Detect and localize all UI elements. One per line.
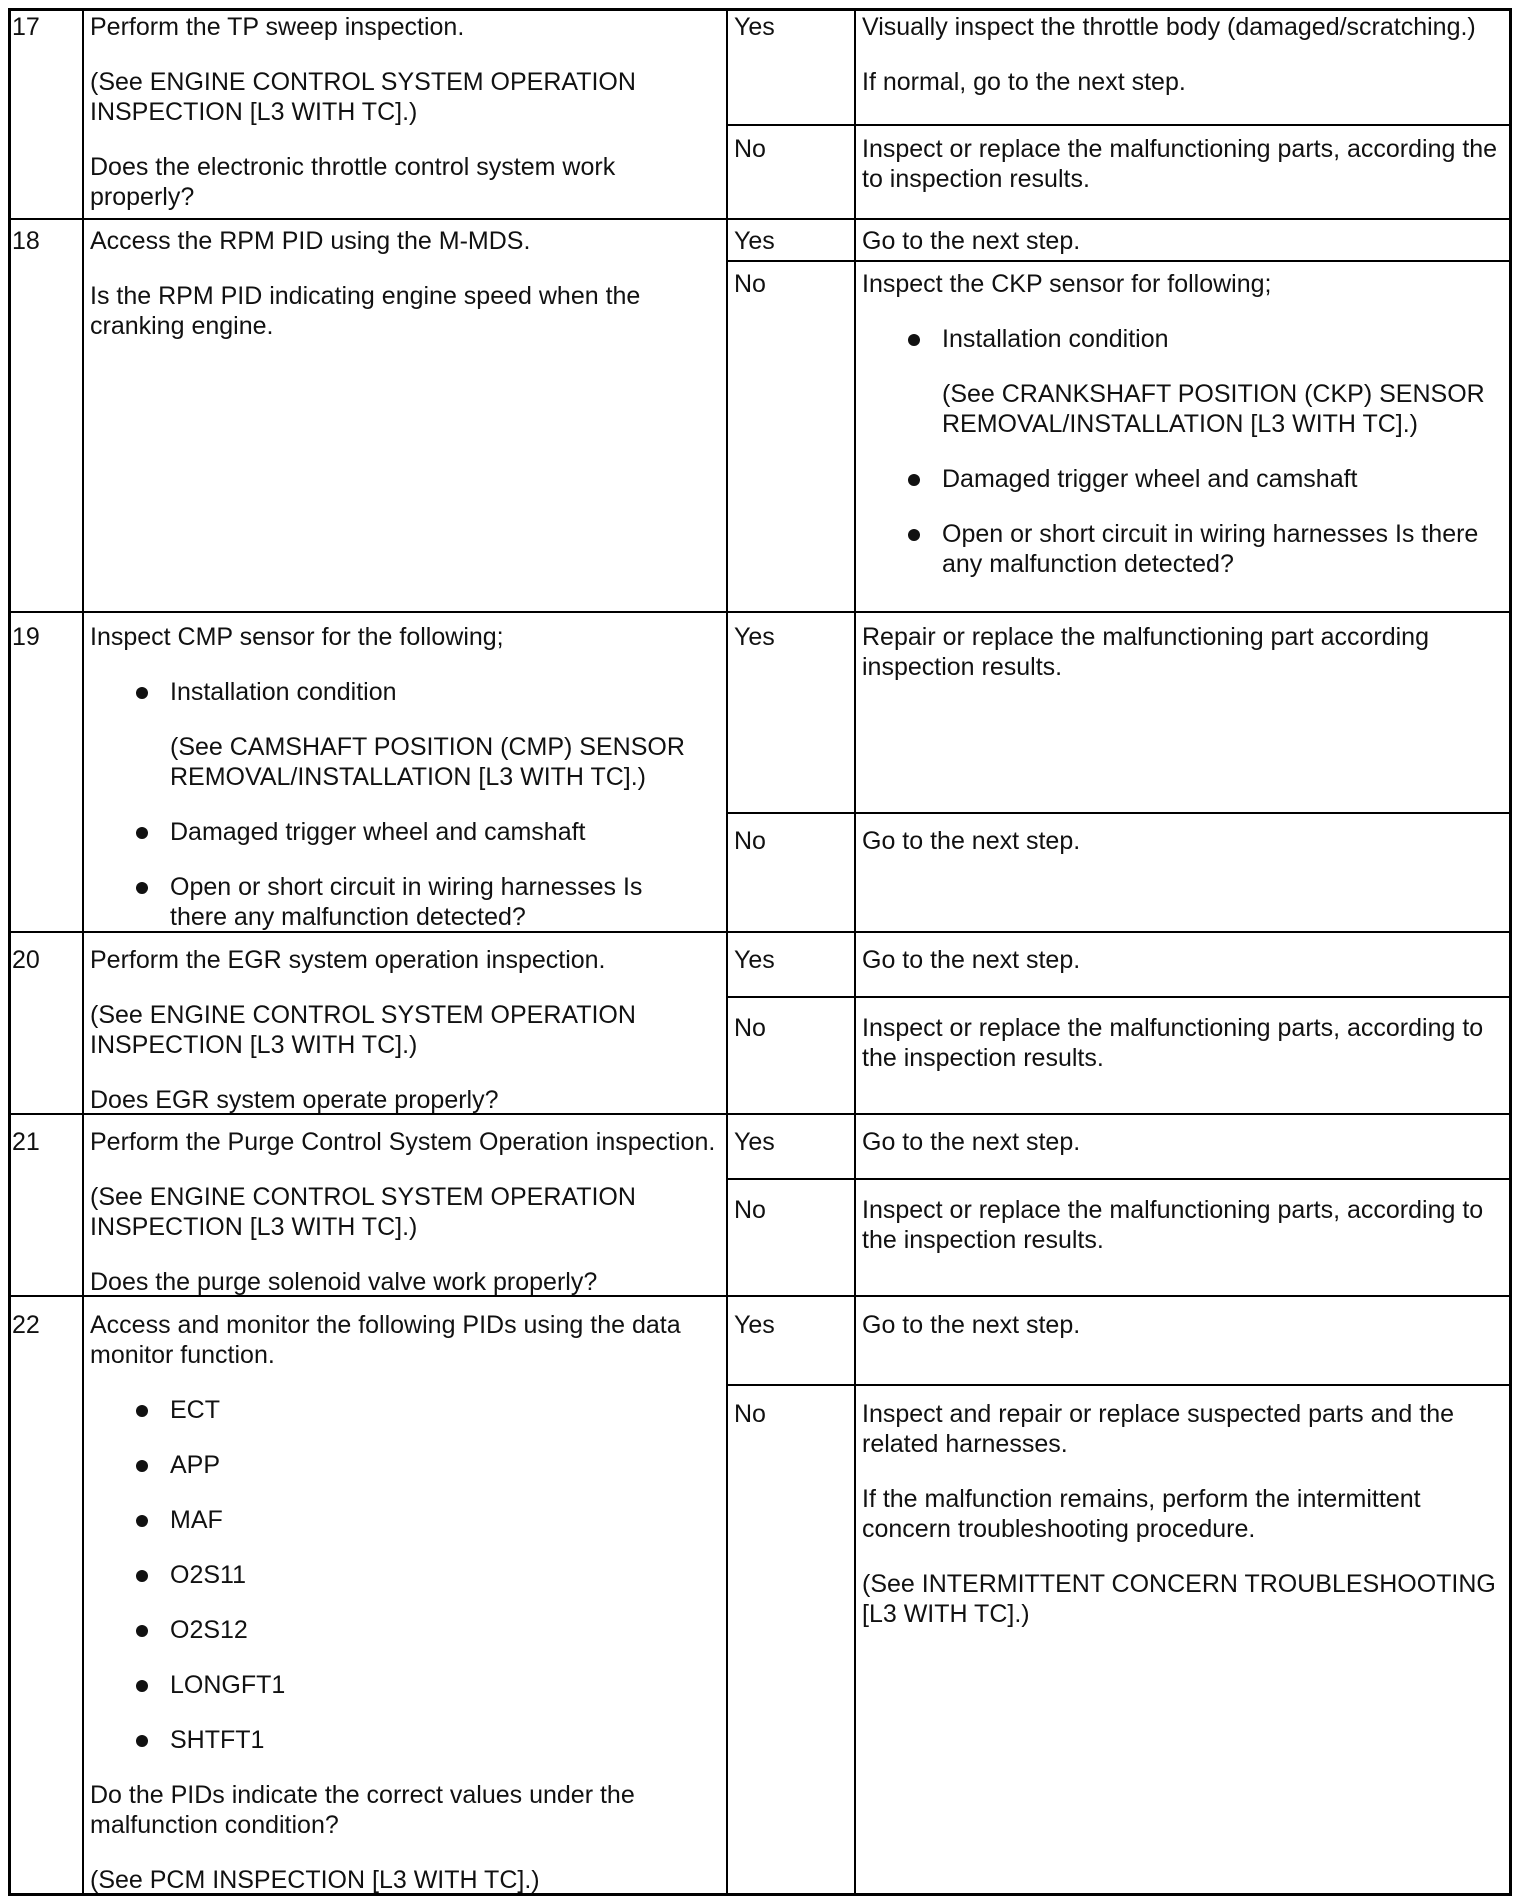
yes-result: Visually inspect the throttle body (damaged/scratching.) If normal, go to the next step. (862, 13, 1476, 96)
no-label: No (734, 827, 766, 855)
list-item: Installation condition (See CAMSHAFT POSITION (CMP) SENSOR REMOVAL/INSTALLATION [L3 WITH TC].) (90, 677, 686, 792)
no-label: No (734, 1400, 766, 1428)
step-action: Access and monitor the following PIDs using the data monitor function. ECT APP MAF O2S11 O2S12 LONGFT1 SHTFT1 Do the PIDs indicate the correct values under the malfunction condition? (See PCM INSPECTION [L3 WITH TC].) (84, 1310, 726, 1895)
row-divider (8, 611, 1512, 613)
no-result: Go to the next step. (862, 827, 1081, 855)
step-action: Perform the TP sweep inspection. (See ENGINE CONTROL SYSTEM OPERATION INSPECTION [L3 WITH TC].) Does the electronic throttle control system work properly? (90, 13, 636, 211)
yes-label: Yes (734, 1311, 775, 1339)
bullet-icon (908, 529, 920, 541)
no-result: Inspect the CKP sensor for following; Installation condition (See CRANKSHAFT POSITION (CKP) SENSOR REMOVAL/INSTALLATION [L3 WITH TC].) Damaged trigger wheel and camshaft Open or short circuit in wiring harnesses Is there any malfunction detected? (856, 269, 1512, 579)
bullet-icon (908, 334, 920, 346)
yes-no-divider (726, 1178, 1512, 1180)
bullet-icon (136, 1515, 148, 1527)
list-item: Installation condition (See CRANKSHAFT POSITION (CKP) SENSOR REMOVAL/INSTALLATION [L3 WITH TC].) (862, 324, 1492, 439)
step-action: Perform the EGR system operation inspection. (See ENGINE CONTROL SYSTEM OPERATION INSPECTION [L3 WITH TC].) Does EGR system operate properly? (90, 946, 636, 1114)
no-result: Inspect or replace the malfunctioning parts, according the to inspection results. (862, 135, 1498, 193)
row-divider (8, 218, 1512, 220)
list-item: ECT (90, 1395, 706, 1425)
no-result: Inspect or replace the malfunctioning parts, according to the inspection results. (862, 1196, 1484, 1254)
list-item: Open or short circuit in wiring harnesses Is there any malfunction detected? (90, 872, 686, 932)
bullet-icon (908, 474, 920, 486)
no-label: No (734, 270, 766, 298)
bullet-icon (136, 1625, 148, 1637)
yes-label: Yes (734, 13, 775, 41)
yes-no-divider (726, 124, 1512, 126)
yes-result: Repair or replace the malfunctioning part according inspection results. (862, 623, 1429, 681)
bullet-icon (136, 827, 148, 839)
bullet-icon (136, 1405, 148, 1417)
yes-result: Go to the next step. (862, 946, 1081, 974)
no-result: Inspect and repair or replace suspected parts and the related harnesses. If the malfunction remains, perform the intermittent concern troubleshooting procedure. (See INTERMITTENT CONCERN TROUBLESHOOTING [L3 WITH TC].) (862, 1400, 1496, 1628)
step-number: 17 (12, 13, 40, 41)
list-item: Damaged trigger wheel and camshaft (90, 817, 686, 847)
no-label: No (734, 135, 766, 163)
yes-result: Go to the next step. (862, 1311, 1081, 1339)
step-number: 20 (12, 946, 40, 974)
step-number: 21 (12, 1128, 40, 1156)
list-item: Open or short circuit in wiring harnesses Is there any malfunction detected? (862, 519, 1492, 579)
bullet-icon (136, 1460, 148, 1472)
bullet-icon (136, 1680, 148, 1692)
step-action: Perform the Purge Control System Operation inspection. (See ENGINE CONTROL SYSTEM OPERATION INSPECTION [L3 WITH TC].) Does the purge solenoid valve work properly? (90, 1128, 716, 1296)
list-item: Damaged trigger wheel and camshaft (862, 464, 1492, 494)
step-number: 19 (12, 623, 40, 651)
no-result: Inspect or replace the malfunctioning parts, according to the inspection results. (862, 1014, 1484, 1072)
troubleshooting-table (8, 8, 1512, 1896)
no-label: No (734, 1196, 766, 1224)
bullet-icon (136, 1735, 148, 1747)
yes-no-divider (726, 1384, 1512, 1386)
yes-no-divider (726, 812, 1512, 814)
bullet-icon (136, 687, 148, 699)
step-number: 22 (12, 1311, 40, 1339)
no-label: No (734, 1014, 766, 1042)
yes-result: Go to the next step. (862, 1128, 1081, 1156)
yes-label: Yes (734, 1128, 775, 1156)
list-item: O2S12 (90, 1615, 706, 1645)
yes-result: Go to the next step. (862, 227, 1081, 255)
list-item: O2S11 (90, 1560, 706, 1590)
yes-label: Yes (734, 623, 775, 651)
list-item: MAF (90, 1505, 706, 1535)
list-item: LONGFT1 (90, 1670, 706, 1700)
yes-no-divider (726, 260, 1512, 262)
step-action: Inspect CMP sensor for the following; Installation condition (See CAMSHAFT POSITION (CMP) SENSOR REMOVAL/INSTALLATION [L3 WITH TC].) Damaged trigger wheel and camshaft Open or short circuit in wiring harnesses Is there any malfunction detected? (90, 623, 685, 931)
list-item: APP (90, 1450, 706, 1480)
yes-label: Yes (734, 946, 775, 974)
step-number: 18 (12, 227, 40, 255)
list-item: SHTFT1 (90, 1725, 706, 1755)
step-action: Access the RPM PID using the M-MDS. Is the RPM PID indicating engine speed when the cranking engine. (90, 227, 641, 340)
bullet-icon (136, 1570, 148, 1582)
yes-no-divider (726, 996, 1512, 998)
bullet-icon (136, 882, 148, 894)
yes-label: Yes (734, 227, 775, 255)
